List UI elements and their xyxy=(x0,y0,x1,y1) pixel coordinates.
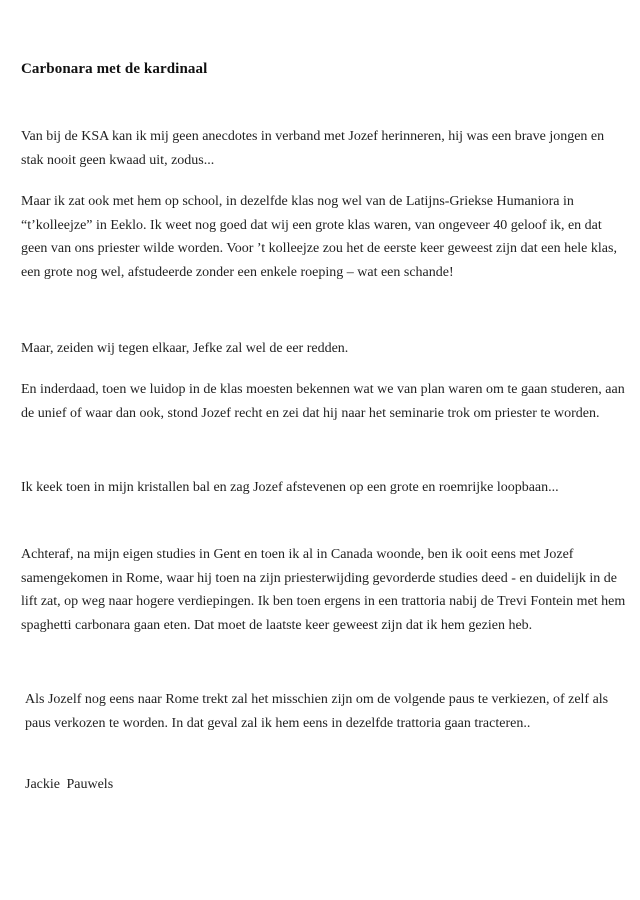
paragraph-2: Maar ik zat ook met hem op school, in dezelfde klas nog wel van de Latijns-Griekse Humaniora in “t’kolleejze” in Eeklo. Ik weet nog goed dat wij een grote klas waren, van ongeveer 40 geloof ik, en dat geen van ons priester wilde worden. Voor ’t kolleejze zou het de eerste keer geweest zijn dat een hele klas, een grote nog wel, afstudeerde zonder een enkele roeping – wat een schande! xyxy=(21,194,617,280)
signature: Jackie Pauwels xyxy=(25,777,114,792)
document-title: Carbonara met de kardinaal xyxy=(21,61,208,77)
paragraph-7: Als Jozelf nog eens naar Rome trekt zal het misschien zijn om de volgende paus te verkiezen, of zelf als paus verkozen te worden. In dat geval zal ik hem eens in dezelfde trattoria gaan tracteren.. xyxy=(25,692,609,731)
paragraph-1: Van bij de KSA kan ik mij geen anecdotes in verband met Jozef herinneren, hij was een brave jongen en stak nooit geen kwaad uit, zodus... xyxy=(21,129,605,168)
paragraph-4: En inderdaad, toen we luidop in de klas moesten bekennen wat we van plan waren om te gaan studeren, aan de unief of waar dan ook, stond Jozef recht en zei dat hij naar het seminarie trok om priester te worden. xyxy=(21,382,625,421)
paragraph-6: Achteraf, na mijn eigen studies in Gent en toen ik al in Canada woonde, ben ik ooit eens met Jozef samengekomen in Rome, waar hij toen na zijn priesterwijding gevorderde studies deed - en duidelijk in de lift zat, op weg naar hogere verdiepingen. Ik ben toen ergens in een trattoria nabij de Trevi Fontein met hem spaghetti carbonara gaan eten. Dat moet de laatste keer geweest zijn dat ik hem gezien heb. xyxy=(21,547,626,633)
paragraph-5: Ik keek toen in mijn kristallen bal en zag Jozef afstevenen op een grote en roemrijke loopbaan... xyxy=(21,480,559,495)
paragraph-3: Maar, zeiden wij tegen elkaar, Jefke zal wel de eer redden. xyxy=(21,341,349,356)
